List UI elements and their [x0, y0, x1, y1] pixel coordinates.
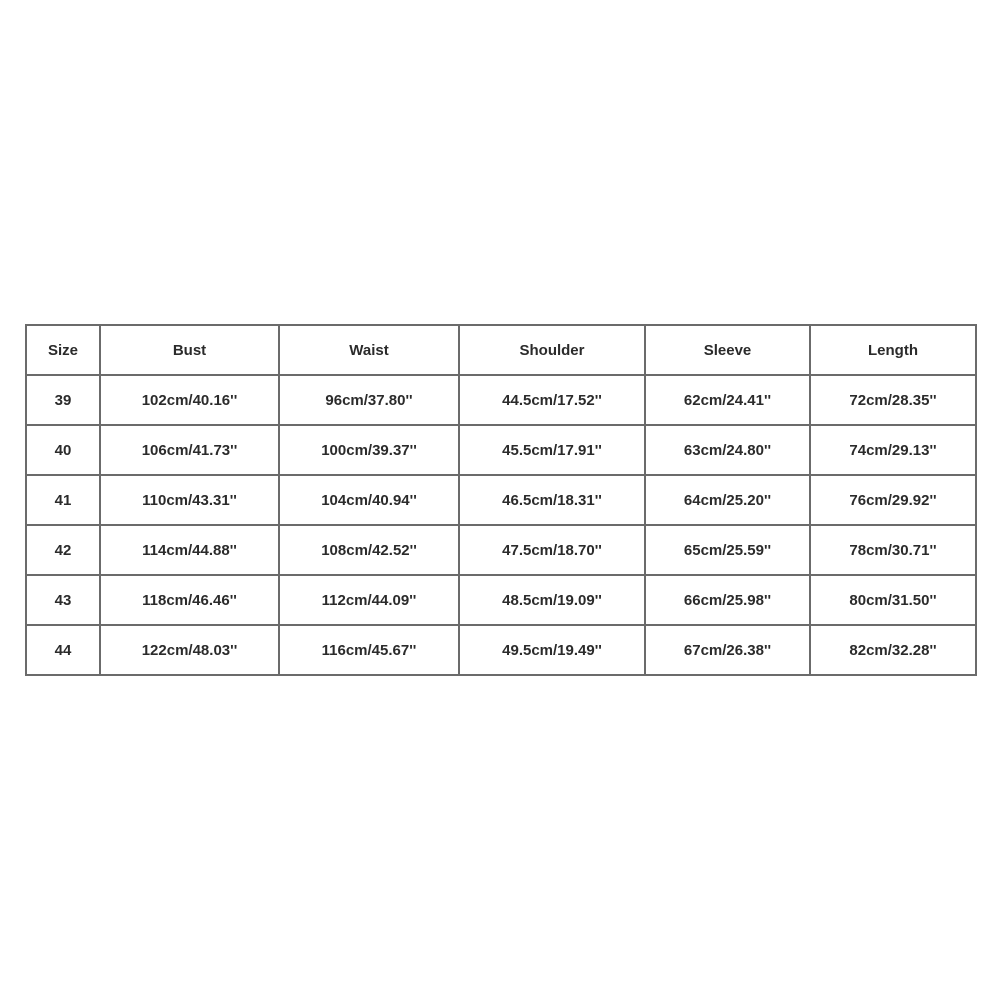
cell-length: 78cm/30.71''	[810, 525, 976, 575]
cell-size: 44	[26, 625, 100, 675]
cell-bust: 114cm/44.88''	[100, 525, 279, 575]
cell-sleeve: 65cm/25.59''	[645, 525, 810, 575]
header-size: Size	[26, 325, 100, 375]
cell-size: 40	[26, 425, 100, 475]
cell-length: 72cm/28.35''	[810, 375, 976, 425]
table-row	[26, 625, 976, 675]
cell-bust: 106cm/41.73''	[100, 425, 279, 475]
cell-length: 80cm/31.50''	[810, 575, 976, 625]
cell-waist: 96cm/37.80''	[279, 375, 459, 425]
cell-shoulder: 49.5cm/19.49''	[459, 625, 645, 675]
cell-shoulder: 48.5cm/19.09''	[459, 575, 645, 625]
cell-bust: 118cm/46.46''	[100, 575, 279, 625]
cell-sleeve: 62cm/24.41''	[645, 375, 810, 425]
header-bust: Bust	[100, 325, 279, 375]
cell-size: 39	[26, 375, 100, 425]
cell-size: 43	[26, 575, 100, 625]
table-row	[26, 425, 976, 475]
size-chart-table	[25, 324, 977, 676]
header-length: Length	[810, 325, 976, 375]
cell-waist: 112cm/44.09''	[279, 575, 459, 625]
cell-sleeve: 64cm/25.20''	[645, 475, 810, 525]
cell-bust: 110cm/43.31''	[100, 475, 279, 525]
cell-length: 74cm/29.13''	[810, 425, 976, 475]
cell-bust: 122cm/48.03''	[100, 625, 279, 675]
cell-waist: 100cm/39.37''	[279, 425, 459, 475]
table-body	[26, 375, 976, 675]
header-waist: Waist	[279, 325, 459, 375]
header-row	[26, 325, 976, 375]
cell-waist: 108cm/42.52''	[279, 525, 459, 575]
header-sleeve: Sleeve	[645, 325, 810, 375]
cell-waist: 116cm/45.67''	[279, 625, 459, 675]
cell-length: 82cm/32.28''	[810, 625, 976, 675]
cell-shoulder: 46.5cm/18.31''	[459, 475, 645, 525]
table-row	[26, 575, 976, 625]
cell-sleeve: 66cm/25.98''	[645, 575, 810, 625]
table-row	[26, 375, 976, 425]
cell-sleeve: 67cm/26.38''	[645, 625, 810, 675]
cell-length: 76cm/29.92''	[810, 475, 976, 525]
cell-sleeve: 63cm/24.80''	[645, 425, 810, 475]
cell-size: 42	[26, 525, 100, 575]
cell-size: 41	[26, 475, 100, 525]
table-row	[26, 475, 976, 525]
cell-shoulder: 45.5cm/17.91''	[459, 425, 645, 475]
cell-waist: 104cm/40.94''	[279, 475, 459, 525]
table-row	[26, 525, 976, 575]
cell-bust: 102cm/40.16''	[100, 375, 279, 425]
cell-shoulder: 47.5cm/18.70''	[459, 525, 645, 575]
table-header	[26, 325, 976, 375]
header-shoulder: Shoulder	[459, 325, 645, 375]
cell-shoulder: 44.5cm/17.52''	[459, 375, 645, 425]
